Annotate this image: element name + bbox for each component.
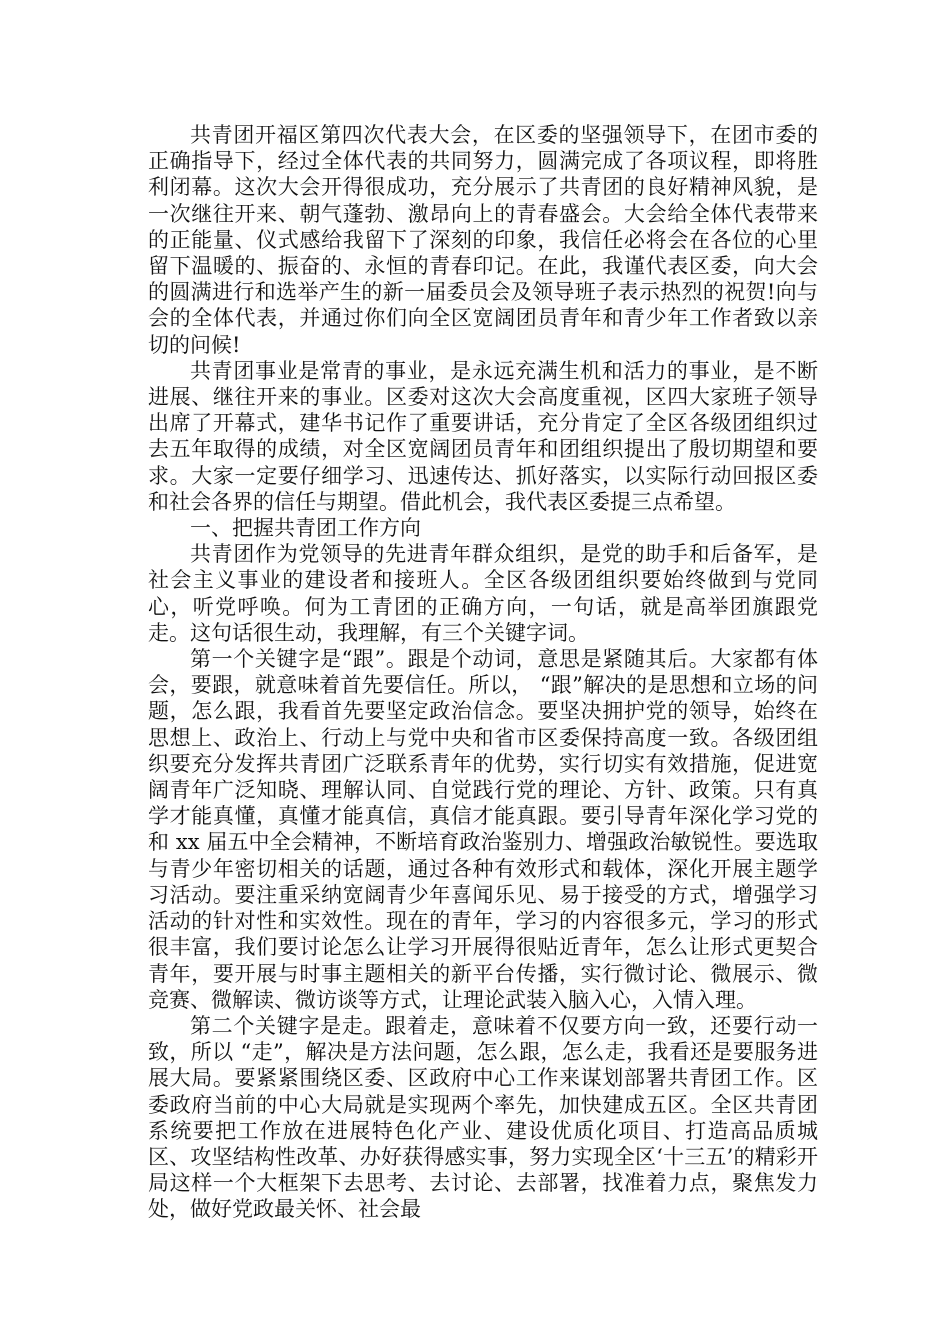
section-heading-direction: 一、把握共青团工作方向 bbox=[190, 516, 421, 541]
paragraph-role: 共青团作为党领导的先进青年群众组织，是党的助手和后备军，是社会主义事业的建设者和接班人。全区各级团组织要始终做到与党同心，听党呼唤。何为工青团的正确方向，一句话，就是高举团旗跟党走。这句话很生动，我理解，有三个关键字词。 bbox=[148, 542, 818, 645]
paragraph-keyword-follow: 第一个关键字是“跟”。跟是个动词，意思是紧随其后。大家都有体会，要跟，就意味着首先要信任。所以， “跟”解决的是思想和立场的问题，怎么跟，我看首先要坚定政治信念。要坚决拥护党的领导，始终在思想上、政治上、行动上与党中央和省市区委保持高度一致。各级团组织要充分发挥共青团广泛联系青年的优势，实行切实有效措施，促进宽阔青年广泛知晓、理解认同、自觉践行党的理论、方针、政策。只有真学才能真懂，真懂才能真信，真信才能真跟。要引导青年深化学习党的和 xx 届五中全会精神，不断培育政治鉴别力、增强政治敏锐性。要选取与青少年密切相关的话题，通过各种有效形式和载体，深化开展主题学习活动。要注重采纳宽阔青少年喜闻乐见、易于接受的方式，增强学习活动的针对性和实效性。现在的青年，学习的内容很多元，学习的形式很丰富，我们要讨论怎么让学习开展得很贴近青年，怎么让形式更契合青年，要开展与时事主题相关的新平台传播，实行微讨论、微展示、微竞赛、微解读、微访谈等方式，让理论武装入脑入心，入情入理。 bbox=[148, 647, 818, 1012]
document-body bbox=[148, 122, 818, 1223]
paragraph-career: 共青团事业是常青的事业，是永远充满生机和活力的事业，是不断进展、继往开来的事业。区委对这次大会高度重视，区四大家班子领导出席了开幕式，建华书记作了重要讲话，充分肯定了全区各级团组织过去五年取得的成绩，对全区宽阔团员青年和团组织提出了殷切期望和要求。大家一定要仔细学习、迅速传达、抓好落实，以实际行动回报区委和社会各界的信任与期望。借此机会，我代表区委提三点希望。 bbox=[148, 358, 818, 514]
paragraph-opening: 共青团开福区第四次代表大会，在区委的坚强领导下，在团市委的正确指导下，经过全体代表的共同努力，圆满完成了各项议程，即将胜利闭幕。这次大会开得很成功，充分展示了共青团的良好精神风貌，是一次继往开来、朝气蓬勃、激昂向上的青春盛会。大会给全体代表带来的正能量、仪式感给我留下了深刻的印象，我信任必将会在各位的心里留下温暖的、振奋的、永恒的青春印记。在此，我谨代表区委，向大会的圆满进行和选举产生的新一届委员会及领导班子表示热烈的祝贺!向与会的全体代表，并通过你们向全区宽阔团员青年和青少年工作者致以亲切的问候! bbox=[148, 123, 818, 357]
paragraph-keyword-walk: 第二个关键字是走。跟着走，意味着不仅要方向一致，还要行动一致，所以 “走”，解决是方法问题，怎么跟，怎么走，我看还是要服务进展大局。要紧紧围绕区委、区政府中心工作来谋划部署共青团工作。区委政府当前的中心大局就是实现两个率先，加快建成五区。全区共青团系统要把工作放在进展特色化产业、建设优质化项目、打造高品质城区、攻坚结构性改革、办好获得感实事，努力实现全区‘十三五’的精彩开局这样一个大框架下去思考、去讨论、去部署，找准着力点，聚焦发力处，做好党政最关怀、社会最 bbox=[148, 1013, 818, 1222]
